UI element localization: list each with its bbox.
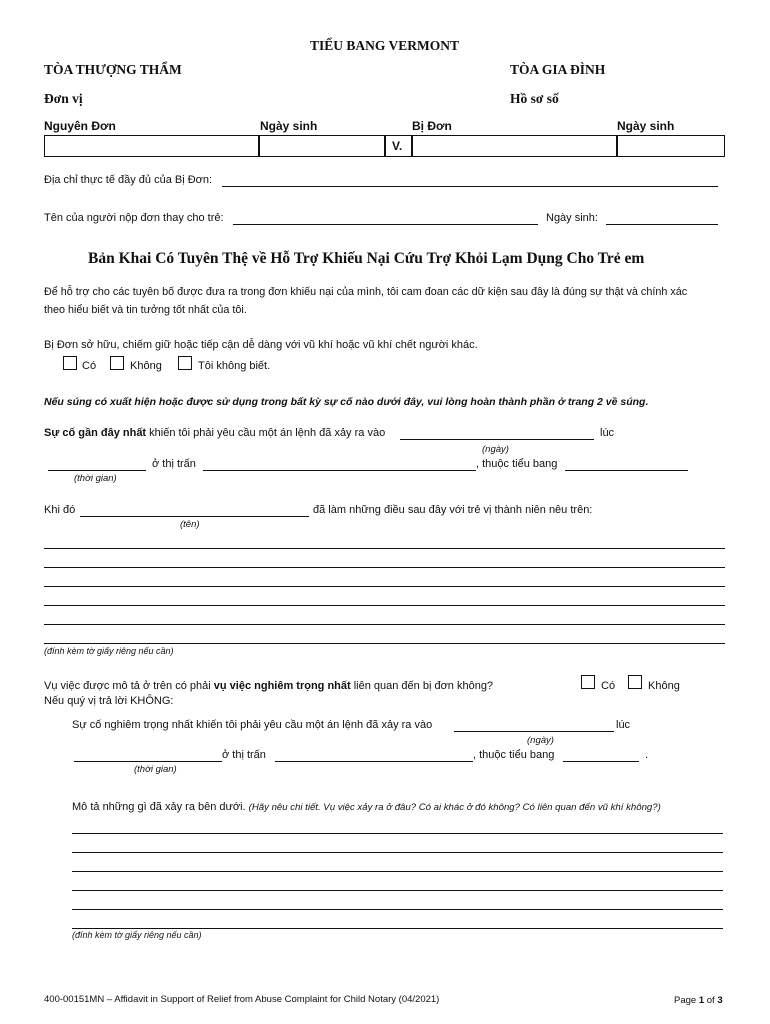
intro-line-2: theo hiểu biết và tin tưởng tốt nhất của tôi. <box>44 304 247 316</box>
attach-note-1: (đính kèm tờ giấy riêng nếu cần) <box>44 646 174 656</box>
weapons-question: Bị Đơn sở hữu, chiếm giữ hoặc tiếp cận dễ dàng với vũ khí hoặc vũ khí chết người khác. <box>44 339 478 351</box>
weapons-yes-label: Có <box>82 360 97 372</box>
description-line[interactable] <box>44 548 725 549</box>
defendant-label: Bị Đơn <box>412 119 452 133</box>
serious-description-line[interactable] <box>72 871 723 872</box>
recent-date-hint: (ngày) <box>482 444 509 455</box>
state-heading: TIỂU BANG VERMONT <box>310 38 460 53</box>
describe-text: Mô tả những gì đã xảy ra bên dưới. <box>72 801 246 813</box>
description-line[interactable] <box>44 567 725 568</box>
versus-label: V. <box>392 139 403 153</box>
serious-yes-checkbox[interactable] <box>581 675 595 689</box>
weapons-no-label: Không <box>130 360 162 372</box>
if-no-label: Nếu quý vị trả lời KHÔNG: <box>44 695 174 707</box>
form-id: 400-00151MN – Affidavit in Support of Relief from Abuse Complaint for Child Notary (04/2021) <box>44 994 440 1005</box>
description-line[interactable] <box>44 605 725 606</box>
serious-description-line[interactable] <box>72 890 723 891</box>
recent-county-label: , thuộc tiểu bang <box>476 458 558 470</box>
serious-description-line[interactable] <box>72 852 723 853</box>
recent-town-field[interactable] <box>203 470 476 471</box>
page-pre: Page <box>674 995 699 1006</box>
plaintiff-dob-field[interactable] <box>259 135 385 157</box>
serious-time-field[interactable] <box>74 761 222 762</box>
address-label: Địa chỉ thực tế đầy đủ của Bị Đơn: <box>44 174 213 186</box>
filer-dob-label: Ngày sinh: <box>546 212 598 224</box>
describe-label <box>72 801 661 813</box>
page-mid: of <box>704 995 718 1006</box>
intro-line-1: Để hỗ trợ cho các tuyên bố được đưa ra trong đơn khiếu nại của mình, tôi cam đoan các dữ kiện sau đây là đúng sự thật và chính xác <box>44 286 688 298</box>
serious-town-label: ở thị trấn <box>222 749 266 761</box>
attach-note-2: (đính kèm tờ giấy riêng nếu cần) <box>72 930 202 940</box>
serious-no-label: Không <box>648 680 680 692</box>
gun-note: Nếu súng có xuất hiện hoặc được sử dụng trong bất kỳ sự cố nào dưới đây, vui lòng hoàn thành phần ở trang 2 về súng. <box>44 396 649 408</box>
defendant-dob-field[interactable] <box>617 135 725 157</box>
recent-at-label: lúc <box>600 427 615 439</box>
serious-question <box>44 680 493 692</box>
unit-label: Đơn vị <box>44 91 83 106</box>
recent-time-field[interactable] <box>48 470 146 471</box>
serious-description-line[interactable] <box>72 833 723 834</box>
recent-incident-bold: Sự cố gần đây nhất <box>44 427 147 439</box>
actor-name-field[interactable] <box>80 516 309 517</box>
page-num: 1 <box>698 995 705 1006</box>
name-hint: (tên) <box>180 519 200 530</box>
recent-incident-rest: khiến tôi phải yêu cầu một án lệnh đã xảy ra vào <box>146 427 386 439</box>
court-right: TÒA GIA ĐÌNH <box>510 62 606 77</box>
serious-description-line[interactable] <box>72 928 723 929</box>
recent-time-hint: (thời gian) <box>74 473 117 484</box>
filer-label: Tên của người nộp đơn thay cho trẻ: <box>44 212 224 224</box>
weapons-yes-checkbox[interactable] <box>63 356 77 370</box>
weapons-no-checkbox[interactable] <box>110 356 124 370</box>
serious-at-label: lúc <box>616 719 631 731</box>
serious-q-bold: vụ việc nghiêm trọng nhất <box>213 680 351 692</box>
when-label: Khi đó <box>44 504 76 516</box>
serious-no-checkbox[interactable] <box>628 675 642 689</box>
address-field[interactable] <box>222 186 718 187</box>
description-line[interactable] <box>44 624 725 625</box>
weapons-unknown-label: Tôi không biết. <box>198 360 271 372</box>
plaintiff-field[interactable] <box>44 135 259 157</box>
serious-description-line[interactable] <box>72 909 723 910</box>
description-line[interactable] <box>44 643 725 644</box>
when-rest: đã làm những điều sau đây với trẻ vị thành niên nêu trên: <box>313 504 593 516</box>
serious-q-post: liên quan đến bị đơn không? <box>350 680 494 692</box>
recent-county-field[interactable] <box>565 470 688 471</box>
defendant-dob-label: Ngày sinh <box>617 119 675 133</box>
serious-town-field[interactable] <box>275 761 473 762</box>
serious-period: . <box>645 749 649 761</box>
plaintiff-label: Nguyên Đơn <box>44 119 116 133</box>
serious-date-field[interactable] <box>454 731 614 732</box>
recent-date-field[interactable] <box>400 439 594 440</box>
docket-label: Hồ sơ số <box>510 91 559 106</box>
weapons-unknown-checkbox[interactable] <box>178 356 192 370</box>
versus-cell <box>385 135 412 157</box>
serious-county-label: , thuộc tiểu bang <box>473 749 555 761</box>
describe-hint: (Hãy nêu chi tiết. Vụ việc xảy ra ở đâu? Có ai khác ở đó không? Có liên quan đến vũ khí không?) <box>248 802 661 813</box>
serious-line-label: Sự cố nghiêm trọng nhất khiến tôi phải yêu cầu một án lệnh đã xảy ra vào <box>72 719 433 731</box>
page-total: 3 <box>717 995 723 1006</box>
recent-incident-label <box>44 427 385 439</box>
serious-county-field[interactable] <box>563 761 639 762</box>
serious-time-hint: (thời gian) <box>134 764 177 775</box>
page-number <box>674 995 723 1006</box>
page-title: Bản Khai Có Tuyên Thệ về Hỗ Trợ Khiếu Nại Cứu Trợ Khỏi Lạm Dụng Cho Trẻ em <box>88 250 645 267</box>
serious-date-hint: (ngày) <box>527 735 554 746</box>
serious-q-pre: Vụ việc được mô tả ở trên có phải <box>44 680 214 692</box>
plaintiff-dob-label: Ngày sinh <box>260 119 318 133</box>
filer-dob-field[interactable] <box>606 224 718 225</box>
recent-town-label: ở thị trấn <box>152 458 196 470</box>
defendant-field[interactable] <box>412 135 617 157</box>
serious-yes-label: Có <box>601 680 616 692</box>
description-line[interactable] <box>44 586 725 587</box>
court-left: TÒA THƯỢNG THẨM <box>44 62 182 77</box>
filer-name-field[interactable] <box>233 224 538 225</box>
